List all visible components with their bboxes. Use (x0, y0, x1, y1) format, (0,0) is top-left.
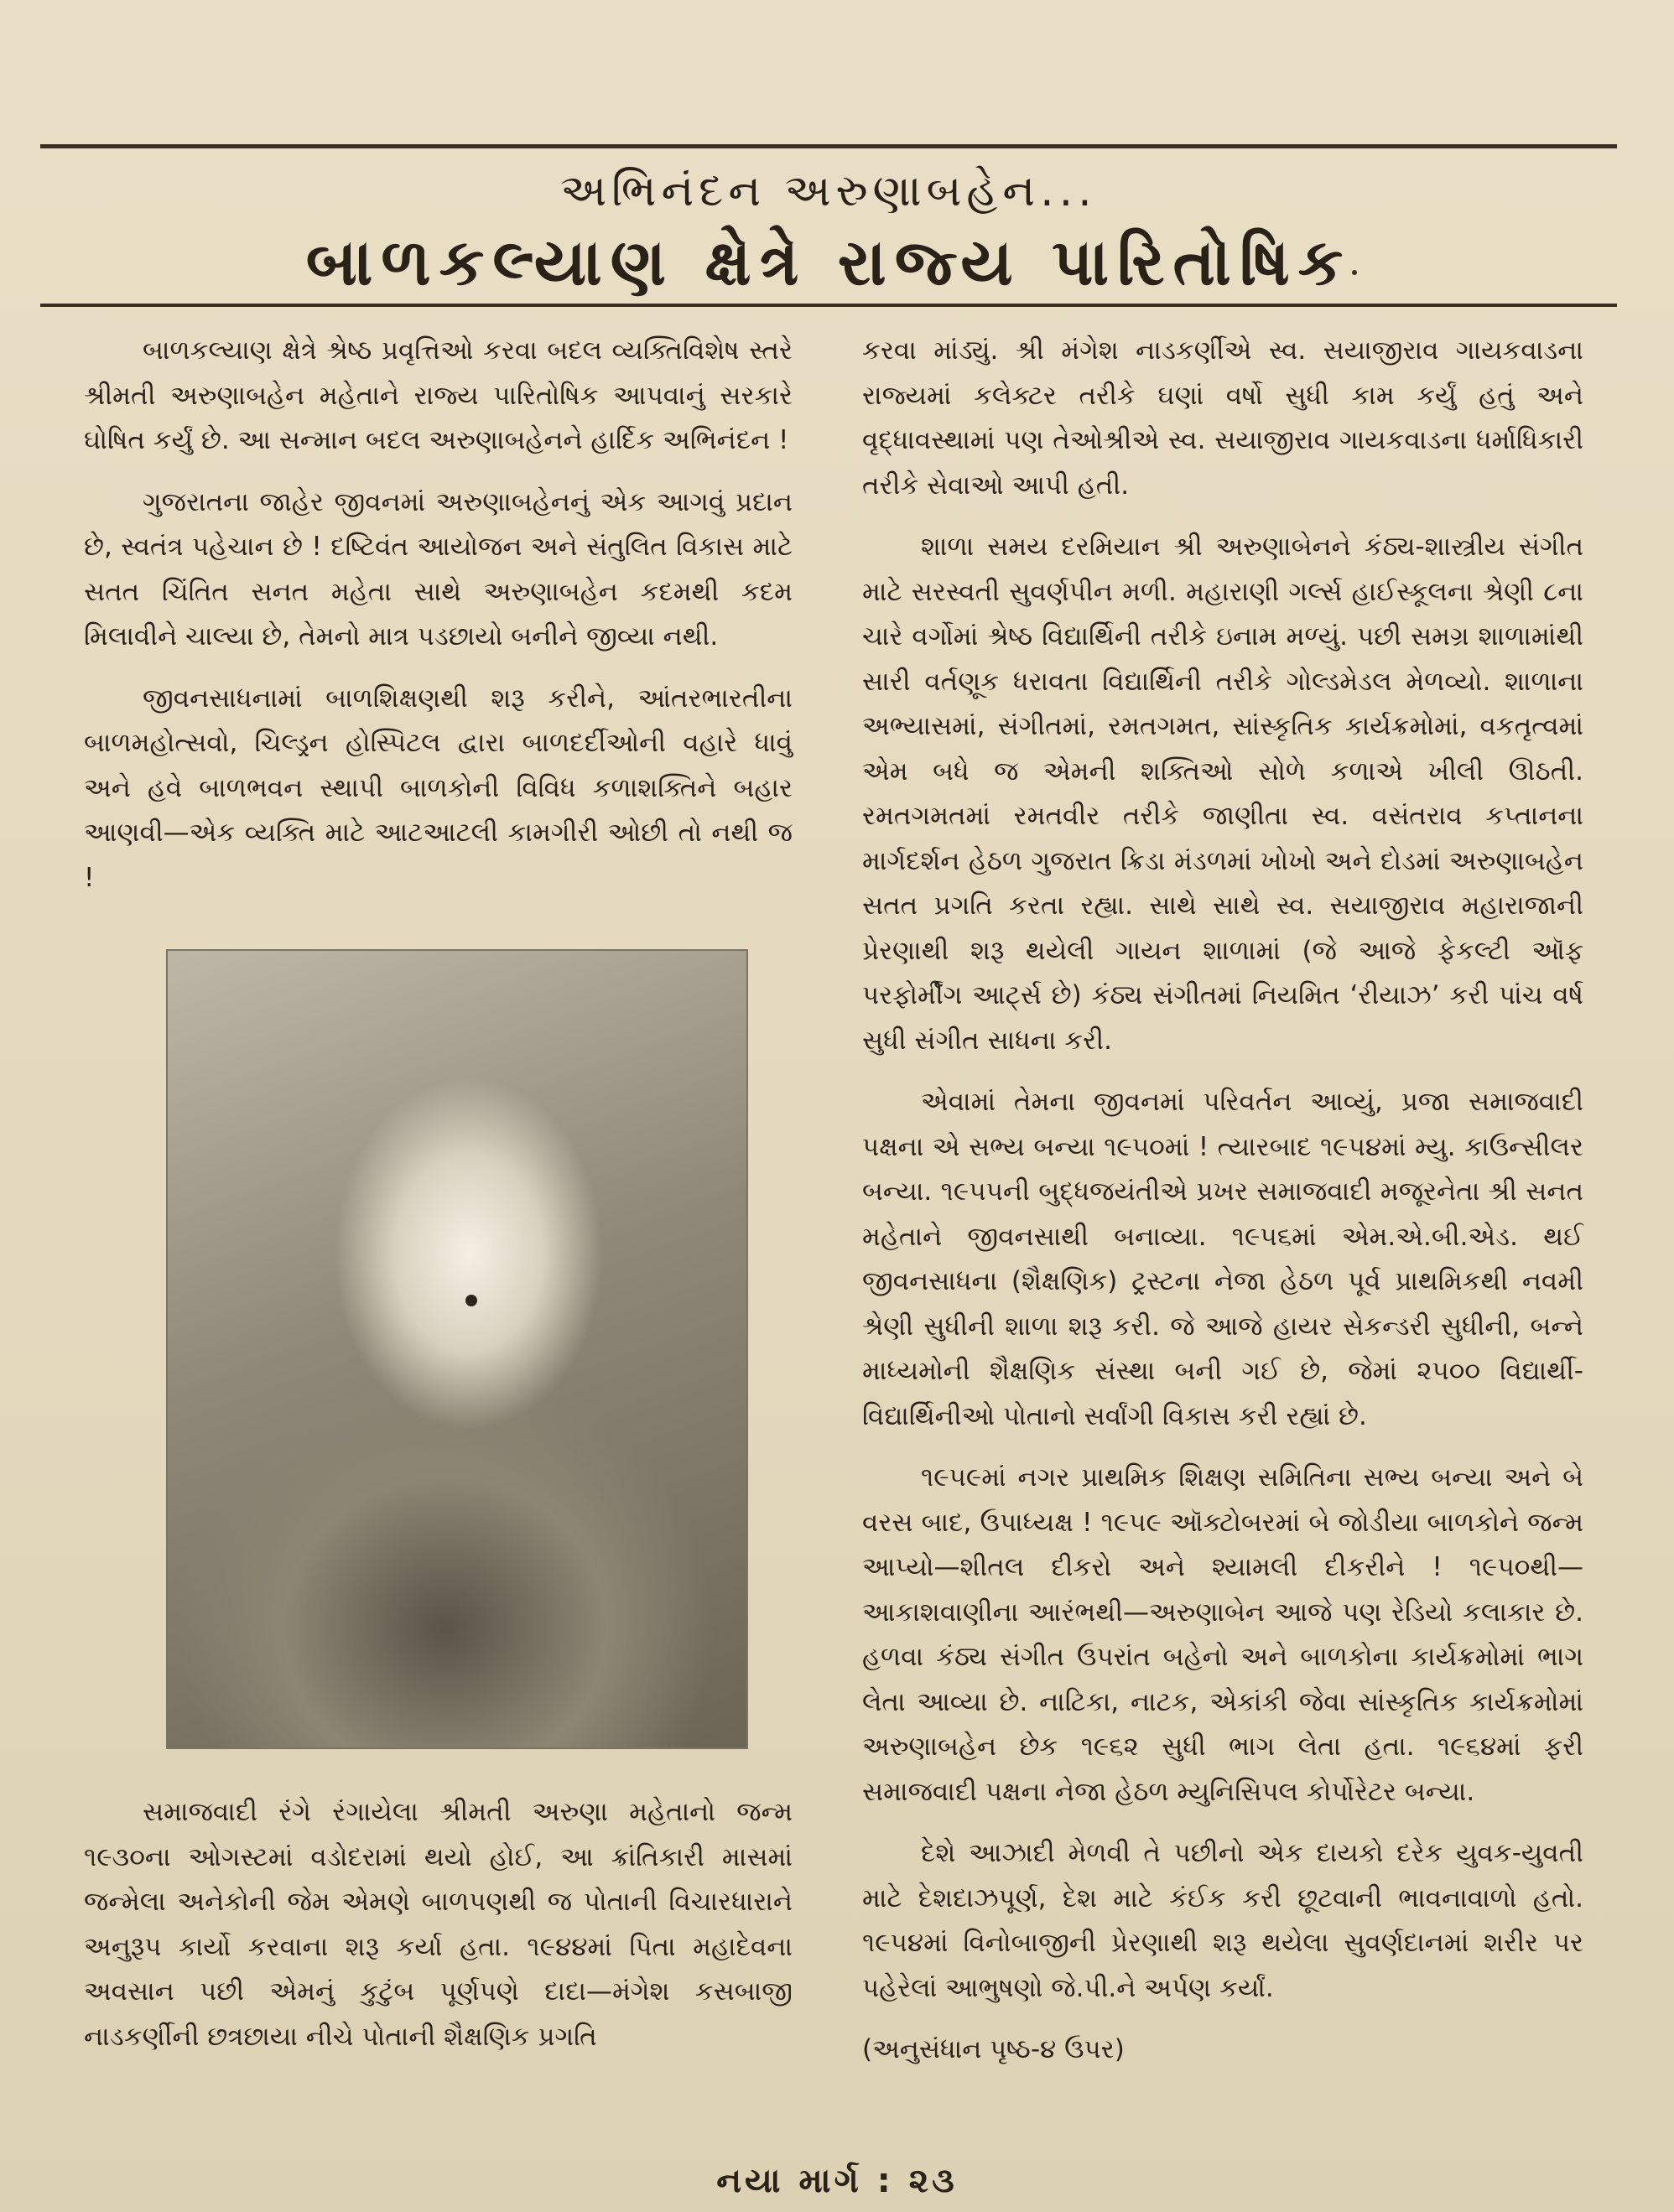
headline-rule (40, 304, 1617, 307)
continuation-note: (અનુસંધાન પૃષ્ઠ-૪ ઉપર) (862, 2034, 1125, 2064)
left-column-top (84, 329, 793, 917)
paragraph: ૧૯૫૯માં નગર પ્રાથમિક શિક્ષણ સમિતિના સભ્ય બન્યા અને બે વરસ બાદ, ઉપાધ્યક્ષ ! ૧૯૫૯ ઑક્ટોબરમાં બે જોડીયા બાળકોને જન્મ આપ્યો—શીતલ દીકરો અને શ્યામલી દીકરીને ! ૧૯૫૦થી—આકાશવાણીના આરંભથી—અરુણાબેન આજે પણ રેડિયો કલાકાર છે. હળવા કંઠ્ય સંગીત ઉપરાંત બહેનો અને બાળકોના કાર્યક્રમોમાં ભાગ લેતા આવ્યા છે. નાટિકા, નાટક, એકાંકી જેવા સાંસ્કૃતિક કાર્યક્રમોમાં અરુણાબહેન છેક ૧૯૬૨ સુધી ભાગ લેતા હતા. ૧૯૬૪માં ફરી સમાજવાદી પક્ષના નેજા હેઠળ મ્યુનિસિપલ કોર્પોરેટર બન્યા. (862, 1462, 1583, 1807)
page-footer: નયા માર્ગ : ૨૩ (716, 2162, 958, 2200)
paragraph: સમાજવાદી રંગે રંગાયેલા શ્રીમતી અરુણા મહેતાનો જન્મ ૧૯૩૦ના ઓગસ્ટમાં વડોદરામાં થયો હોઈ, આ ક્રાંતિકારી માસમાં જન્મેલા અનેકોની જેમ એમણે બાળપણથી જ પોતાની વિચારધારાને અનુરૂપ કાર્યો કરવાના શરૂ કર્યા હતા. ૧૯૪૪માં પિતા મહાદેવના અવસાન પછી એમનું કુટુંબ પૂર્ણપણે દાદા—મંગેશ કસબાજી નાડકર્ણીની છત્રછાયા નીચે પોતાની શૈક્ષણિક પ્રગતિ (84, 1797, 793, 2052)
paragraph: ગુજરાતના જાહેર જીવનમાં અરુણાબહેનનું એક આગવું પ્રદાન છે, સ્વતંત્ર પહેચાન છે ! દષ્ટિવંત આયોજન અને સંતુલિત વિકાસ માટે સતત ચિંતિત સનત મહેતા સાથે અરુણાબહેન કદમથી કદમ મિલાવીને ચાલ્યા છે, તેમનો માત્ર પડછાયો બનીને જીવ્યા નથી. (84, 486, 793, 652)
paragraph: કરવા માંડ્યું. શ્રી મંગેશ નાડકર્ણીએ સ્વ. સયાજીરાવ ગાયકવાડના રાજ્યમાં કલેક્ટર તરીકે ઘણાં વર્ષો સુધી કામ કર્યું હતું અને વૃદ્ધાવસ્થામાં પણ તેઓશ્રીએ સ્વ. સયાજીરાવ ગાયકવાડના ધર્માધિકારી તરીકે સેવાઓ આપી હતી. (862, 335, 1583, 501)
paragraph: દેશે આઝાદી મેળવી તે પછીનો એક દાયકો દરેક યુવક-યુવતી માટે દેશદાઝપૂર્ણ, દેશ માટે કંઈક કરી છૂટવાની ભાવનાવાળો હતો. ૧૯૫૪માં વિનોબાજીની પ્રેરણાથી શરૂ થયેલા સુવર્ણદાનમાં શરીર પર પહેરેલાં આભુષણો જે.પી.ને અર્પણ કર્યાં. (862, 1838, 1583, 2003)
portrait-photo (166, 949, 748, 1749)
right-column (862, 329, 1583, 2090)
article-kicker: અભિનંદન અરુણાબહેન... (560, 166, 1097, 216)
paragraph: એવામાં તેમના જીવનમાં પરિવર્તન આવ્યું, પ્રજા સમાજવાદી પક્ષના એ સભ્ય બન્યા ૧૯૫૦માં ! ત્યારબાદ ૧૯૫૪માં મ્યુ. કાઉન્સીલર બન્યા. ૧૯૫૫ની બુદ્ધજયંતીએ પ્રખર સમાજવાદી મજૂરનેતા શ્રી સનત મહેતાને જીવનસાથી બનાવ્યા. ૧૯૫૬માં એમ.એ.બી.એડ. થઈ જીવનસાધના (શૈક્ષણિક) ટ્રસ્ટના નેજા હેઠળ પૂર્વ પ્રાથમિકથી નવમી શ્રેણી સુધીની શાળા શરૂ કરી. જે આજે હાયર સેકન્ડરી સુધીની, બન્ને માધ્યમોની શૈક્ષણિક સંસ્થા બની ગઈ છે, જેમાં ૨૫૦૦ વિદ્યાર્થી-વિદ્યાર્થિનીઓ પોતાનો સર્વાંગી વિકાસ કરી રહ્યાં છે. (862, 1087, 1583, 1431)
photo-detail (465, 1295, 477, 1306)
article-headline: બાળકલ્યાણ ક્ષેત્રે રાજ્ય પારિતોષિક (305, 225, 1352, 299)
paragraph: જીવનસાધનામાં બાળશિક્ષણથી શરૂ કરીને, આંતરભારતીના બાળમહોત્સવો, ચિલ્ડ્રન હોસ્પિટલ દ્વારા બાળદર્દીઓની વહારે ધાવું અને હવે બાળભવન સ્થાપી બાળકોની વિવિધ કળાશક્તિને બહાર આણવી—એક વ્યક્તિ માટે આટઆટલી કામગીરી ઓછી તો નથી જ ! (84, 683, 793, 893)
paragraph: બાળકલ્યાણ ક્ષેત્રે શ્રેષ્ઠ પ્રવૃત્તિઓ કરવા બદલ વ્યક્તિવિશેષ સ્તરે શ્રીમતી અરુણાબહેન મહેતાને રાજ્ય પારિતોષિક આપવાનું સરકારે ઘોષિત કર્યું છે. આ સન્માન બદલ અરુણાબહેનને હાર્દિક અભિનંદન ! (84, 335, 793, 455)
paragraph: શાળા સમય દરમિયાન શ્રી અરુણાબેનને કંઠ્ય-શાસ્ત્રીય સંગીત માટે સરસ્વતી સુવર્ણપીન મળી. મહારાણી ગર્લ્સ હાઈસ્કૂલના શ્રેણી ૮ના ચારે વર્ગોમાં શ્રેષ્ઠ વિદ્યાર્થિની તરીકે ઇનામ મળ્યું. પછી સમગ્ર શાળામાંથી સારી વર્તણૂક ધરાવતા વિદ્યાર્થિની તરીકે ગોલ્ડમેડલ મેળવ્યો. શાળાના અભ્યાસમાં, સંગીતમાં, રમતગમત, સાંસ્કૃતિક કાર્યક્રમોમાં, વકતૃત્વમાં એમ બધે જ એમની શક્તિઓ સોળે કળાએ ખીલી ઊઠતી. રમતગમતમાં રમતવીર તરીકે જાણીતા સ્વ. વસંતરાવ કપ્તાનના માર્ગદર્શન હેઠળ ગુજરાત ક્રિડા મંડળમાં ખોખો અને દોડમાં અરુણાબહેન સતત પ્રગતિ કરતા રહ્યા. સાથે સાથે સ્વ. સયાજીરાવ મહારાજાની પ્રેરણાથી શરૂ થયેલી ગાયન શાળામાં (જે આજે ફેકલ્ટી ઑફ પરફોર્મીંગ આર્ટ્સ છે) કંઠ્ય સંગીતમાં નિયમિત ‘રીયાઝ’ કરી પાંચ વર્ષ સુધી સંગીત સાધના કરી. (862, 532, 1583, 1056)
top-rule (40, 144, 1617, 148)
decorative-dot (1352, 270, 1357, 275)
left-column-bottom (84, 1790, 793, 2076)
